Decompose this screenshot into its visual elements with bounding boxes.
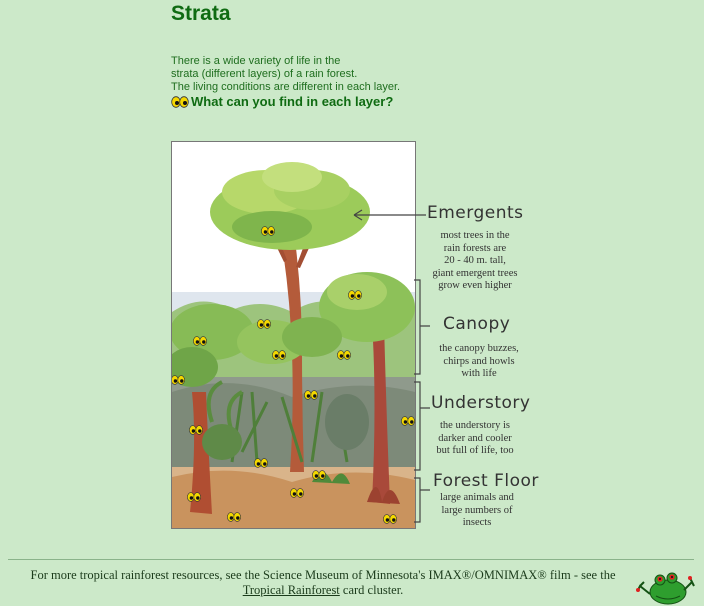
footer-divider — [8, 559, 694, 560]
footer — [8, 568, 638, 598]
frog-icon — [636, 566, 696, 606]
intro-line: strata (different layers) of a rain forest. — [171, 68, 358, 80]
footer-text: For more tropical rainforest resources, see the Science Museum of Minnesota's IMAX®/OMNIMAX® film - see the — [30, 568, 616, 582]
intro-line: There is a wide variety of life in the — [171, 55, 341, 67]
intro-line: The living conditions are different in each layer. — [171, 81, 401, 93]
eyes-icon — [171, 96, 189, 108]
question-text: What can you find in each layer? — [191, 94, 394, 109]
question-heading — [171, 94, 393, 109]
footer-text-end: card cluster. — [342, 583, 404, 597]
tropical-rainforest-link[interactable]: Tropical Rainforest — [242, 583, 340, 597]
rainforest-illustration — [171, 141, 416, 529]
layer-desc-forest-floor: large animals and large numbers of insects — [440, 492, 514, 528]
layer-name-understory: Understory — [431, 393, 531, 413]
layer-desc-emergents: most trees in the rain forests are 20 - 40 m. tall, giant emergent trees grow even higher — [432, 230, 518, 291]
layer-desc-understory: the understory is darker and cooler but full of life, too — [436, 420, 514, 456]
layer-name-canopy: Canopy — [443, 314, 511, 334]
layer-name-forest-floor: Forest Floor — [433, 471, 539, 491]
intro-text — [171, 55, 431, 94]
layer-desc-canopy: the canopy buzzes, chirps and howls with life — [439, 343, 519, 379]
layer-name-emergents: Emergents — [427, 203, 524, 223]
emergents-pointer — [350, 205, 430, 225]
page-title: Strata — [171, 2, 231, 25]
